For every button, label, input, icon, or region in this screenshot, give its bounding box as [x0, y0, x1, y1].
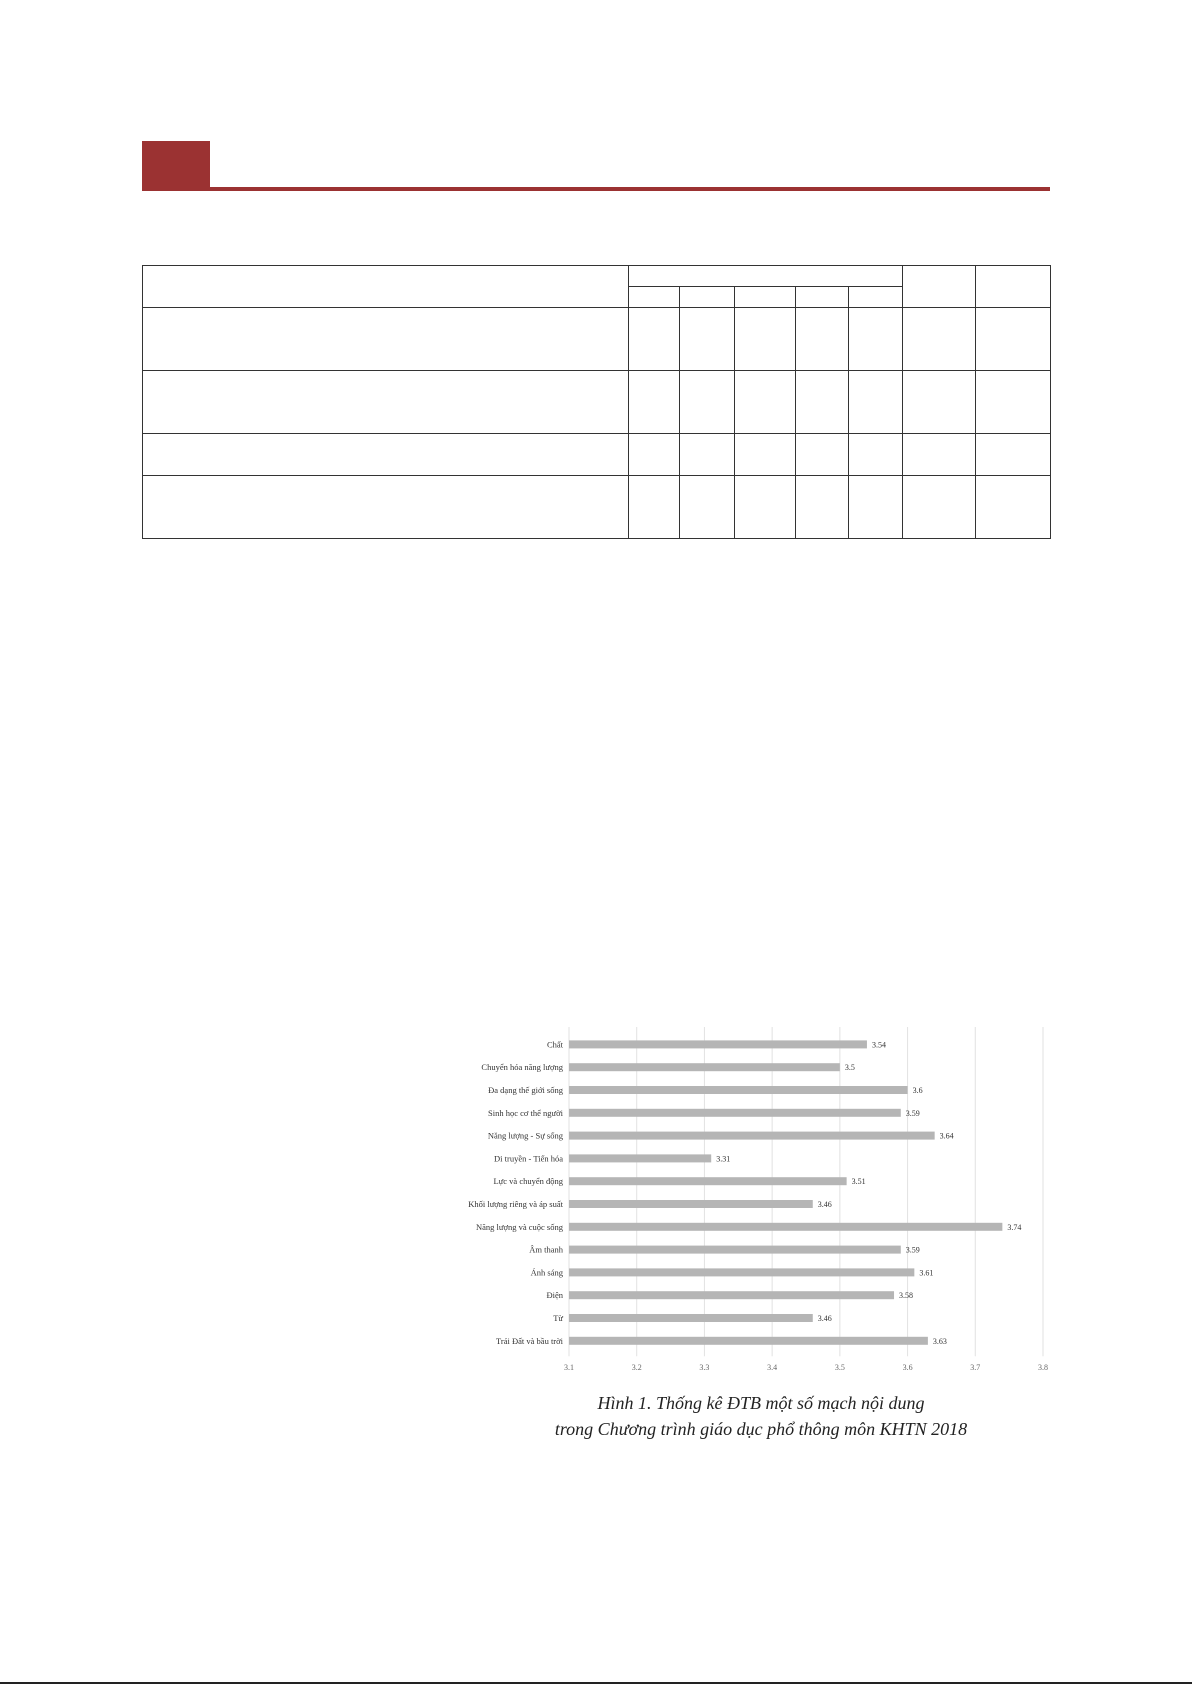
- table-cell: [680, 476, 735, 539]
- table-cell: [680, 434, 735, 476]
- category-label: Sinh học cơ thể người: [488, 1107, 563, 1118]
- table-cell: [976, 308, 1051, 371]
- table-cell: [903, 476, 976, 539]
- value-label: 3.51: [851, 1177, 866, 1187]
- bar: [569, 1246, 901, 1254]
- table-cell: [796, 476, 849, 539]
- value-label: 3.58: [899, 1291, 914, 1301]
- table-header-cell: [735, 287, 796, 308]
- table-header-cell: [903, 266, 976, 308]
- category-label: Ánh sáng: [530, 1267, 563, 1278]
- table-header-cell: [680, 287, 735, 308]
- bar: [569, 1132, 935, 1140]
- category-label: Lực và chuyển động: [493, 1176, 563, 1187]
- table-cell: [735, 476, 796, 539]
- table-cell: [796, 371, 849, 434]
- figure-caption: [505, 1390, 1017, 1442]
- figure-caption-line2: trong Chương trình giáo dục phổ thông môn KHTN 2018: [554, 1419, 968, 1439]
- bar: [569, 1109, 901, 1117]
- table-cell: [735, 308, 796, 371]
- bar: [569, 1337, 928, 1345]
- category-label: Chuyển hóa năng lượng: [481, 1062, 563, 1073]
- table-row: [143, 371, 1051, 434]
- table-row: [143, 308, 1051, 371]
- value-label: 3.63: [932, 1336, 947, 1346]
- table-header-cell: [629, 266, 903, 287]
- tick-label: 3.3: [699, 1363, 710, 1373]
- table-cell: [680, 371, 735, 434]
- table-cell: [903, 371, 976, 434]
- bar: [569, 1268, 914, 1276]
- category-label: Điện: [546, 1290, 563, 1301]
- category-label: Đa dạng thế giới sống: [488, 1085, 563, 1095]
- table-cell: [143, 476, 629, 539]
- bar: [569, 1291, 894, 1299]
- tick-label: 3.2: [631, 1363, 642, 1373]
- table-cell: [629, 371, 680, 434]
- tick-label: 3.4: [767, 1363, 778, 1373]
- table-cell: [849, 371, 903, 434]
- table-header-cell: [849, 287, 903, 308]
- table-cell: [735, 371, 796, 434]
- value-label: 3.74: [1007, 1222, 1022, 1232]
- category-label: Năng lượng - Sự sống: [487, 1130, 563, 1141]
- value-label: 3.64: [939, 1131, 954, 1141]
- table-cell: [680, 308, 735, 371]
- value-label: 3.5: [844, 1063, 855, 1073]
- bar: [569, 1177, 847, 1185]
- value-label: 3.46: [817, 1200, 832, 1209]
- category-label: Chất: [546, 1039, 563, 1050]
- table-row: [143, 434, 1051, 476]
- bar: [569, 1040, 867, 1048]
- figure-caption-line1: Hình 1. Thống kê ĐTB một số mạch nội dung: [597, 1393, 925, 1413]
- table-header-cell: [796, 287, 849, 308]
- category-label: Âm thanh: [529, 1244, 563, 1255]
- value-label: 3.54: [871, 1040, 886, 1050]
- table-cell: [143, 434, 629, 476]
- table-cell: [735, 434, 796, 476]
- table-cell: [903, 308, 976, 371]
- table-cell: [796, 434, 849, 476]
- tick-label: 3.7: [970, 1363, 981, 1373]
- value-label: 3.61: [919, 1268, 934, 1278]
- table-row: [143, 476, 1051, 539]
- bar: [569, 1086, 908, 1094]
- data-table: [142, 265, 1051, 539]
- table-cell: [143, 371, 629, 434]
- table-header-cell: [629, 287, 680, 308]
- bar-chart-svg: [455, 1025, 1055, 1380]
- tick-label: 3.1: [564, 1363, 574, 1373]
- tick-label: 3.8: [1038, 1363, 1048, 1373]
- table-cell: [629, 308, 680, 371]
- table-cell: [849, 434, 903, 476]
- value-label: 3.6: [912, 1086, 923, 1095]
- table-cell: [976, 476, 1051, 539]
- table-cell: [796, 308, 849, 371]
- table-cell: [629, 434, 680, 476]
- section-header-rule: [142, 187, 1050, 191]
- category-label: Năng lượng và cuộc sống: [475, 1221, 563, 1232]
- page-bottom-rule: [0, 1682, 1192, 1684]
- table-header-row: [143, 266, 1051, 287]
- bar: [569, 1063, 840, 1071]
- bar: [569, 1154, 711, 1162]
- bar-chart: [455, 1025, 1055, 1380]
- section-header-block: [142, 141, 210, 187]
- table-cell: [629, 476, 680, 539]
- bar: [569, 1314, 813, 1322]
- table-cell: [849, 476, 903, 539]
- table-cell: [143, 308, 629, 371]
- tick-label: 3.6: [902, 1363, 913, 1373]
- category-label: Di truyền - Tiến hóa: [494, 1153, 563, 1164]
- value-label: 3.59: [905, 1108, 920, 1118]
- value-label: 3.31: [716, 1154, 731, 1164]
- category-label: Từ: [553, 1313, 563, 1323]
- bar: [569, 1223, 1002, 1231]
- bar: [569, 1200, 813, 1208]
- tick-label: 3.5: [834, 1363, 845, 1373]
- category-label: Khối lượng riêng và áp suất: [468, 1199, 563, 1209]
- table-cell: [849, 308, 903, 371]
- category-label: Trái Đất và bầu trời: [496, 1335, 563, 1346]
- value-label: 3.59: [905, 1245, 920, 1255]
- table-header-cell: [143, 266, 629, 308]
- table-header-cell: [976, 266, 1051, 308]
- table-cell: [976, 371, 1051, 434]
- table-cell: [976, 434, 1051, 476]
- value-label: 3.46: [817, 1314, 832, 1323]
- table-cell: [903, 434, 976, 476]
